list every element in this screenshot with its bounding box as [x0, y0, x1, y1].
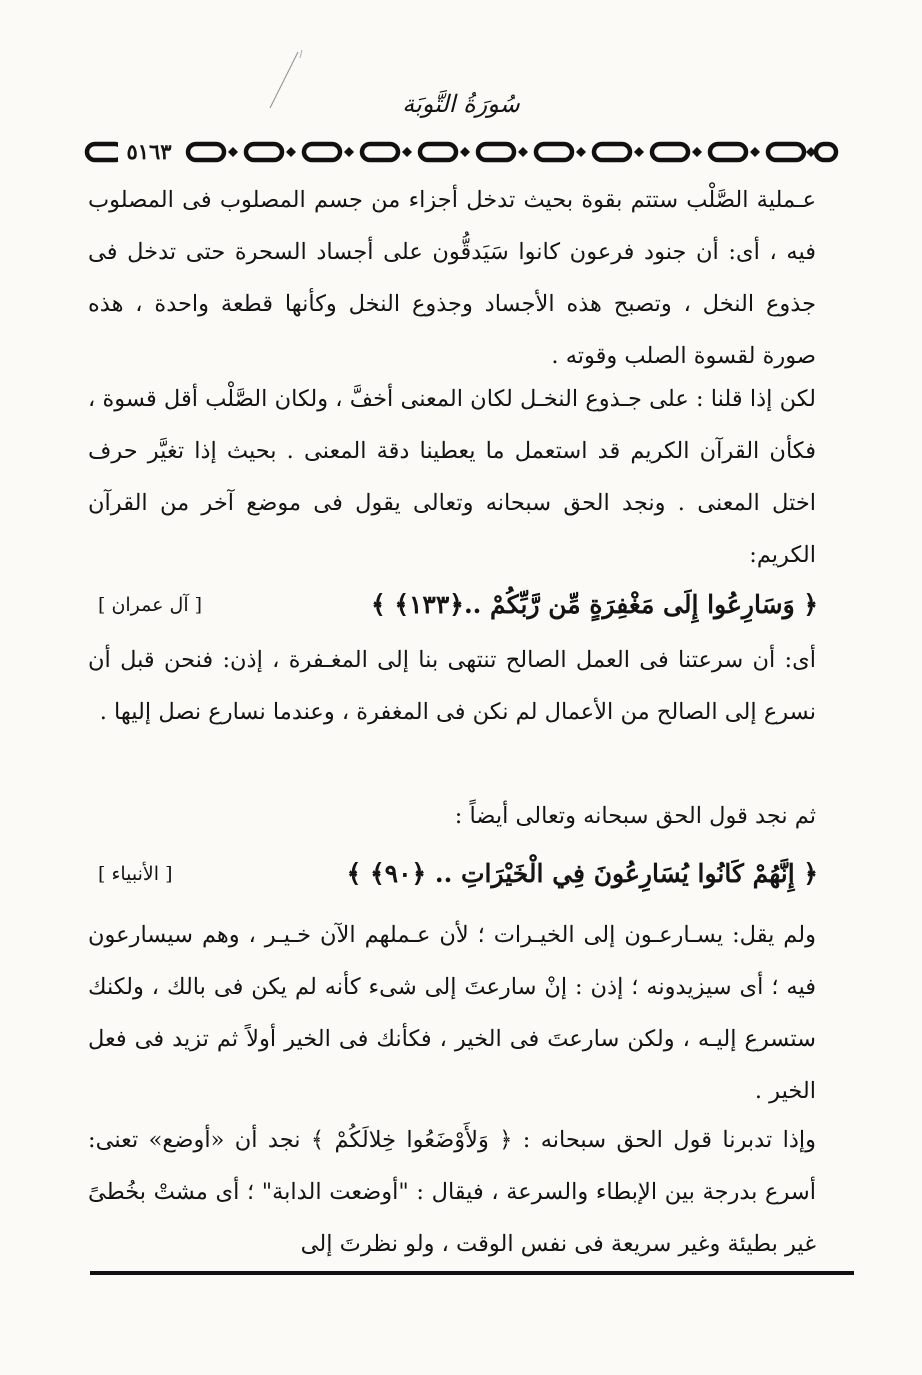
paragraph-text: أى: أن سرعتنا فى العمل الصالح تنتهى بنا إلى المغـفرة ، إذن: فنحن قبل أن نسرع إلى الصالح من الأعمال لم نكن فى المغفرة ، وعندما نسارع نصل إليها .: [88, 647, 816, 725]
verse-text: ﴿ إِنَّهُمْ كَانُوا يُسَارِعُونَ فِي الْخَيْرَاتِ .. ﴿٩٠﴾ ﴾: [346, 859, 818, 888]
page-number: ٥١٦٣: [118, 139, 180, 165]
verse-reference: [ آل عمران ]: [98, 594, 203, 616]
surah-title: سُورَةُ التَّوبَة: [402, 90, 520, 118]
ornamental-border: [82, 137, 840, 167]
paragraph-3: [88, 634, 816, 738]
bottom-rule: [90, 1271, 854, 1275]
paragraph-text: ولم يقل: يسـارعـون إلى الخيـرات ؛ لأن عـملهم الآن خـيـر ، وهم سيسارعون فيه ؛ أى سيزيدونه ؛ إذن : إنْ سارعتَ إلى شىء كأنه لم يكن فى بالك ، ولكنك ستسرع إليـه ، ولكن سارعتَ فى الخير ، فكأنك فى الخير أولاً ثم تزيد فى فعل الخير .: [88, 922, 816, 1104]
quran-verse-2: [98, 851, 818, 897]
paragraph-text: لكن إذا قلنا : على جـذوع النخـل لكان المعنى أخفَّ ، ولكان الصَّلْب أقل قسوة ، فكأن القرآن الكريم قد استعمل ما يعطينا دقة المعنى . بحيث إذا تغيَّر حرف اختل المعنى . ونجد الحق سبحانه وتعالى يقول فى موضع آخر من القرآن الكريم:: [88, 386, 816, 568]
paragraph-5: [88, 909, 816, 1117]
paragraph-6: [88, 1114, 816, 1270]
paragraph-2: [88, 373, 816, 581]
verse-text: ﴿ وَسَارِعُوا إِلَى مَغْفِرَةٍ مِّن رَّبِّكُمْ ..﴿١٣٣﴾ ﴾: [370, 590, 818, 619]
paragraph-text: وإذا تدبرنا قول الحق سبحانه : ﴿ وَلأَوْضَعُوا خِلالَكُمْ ﴾ نجد أن «أوضع» تعنى: أسرع بدرجة بين الإبطاء والسرعة ، فيقال : "أوضعت الدابة" ؛ أى مشتْ بخُطىً غير بطيئة وغير سريعة فى نفس الوقت ، ولو نظرتَ إلى: [88, 1127, 816, 1257]
quran-verse-1: [98, 582, 818, 628]
paragraph-text: ثم نجد قول الحق سبحانه وتعالى أيضاً :: [454, 803, 816, 829]
paragraph-1: [88, 174, 816, 382]
paragraph-text: عـملية الصَّلْب ستتم بقوة بحيث تدخل أجزاء من جسم المصلوب فى المصلوب فيه ، أى: أن جنود فرعون كانوا سَيَدقُّون على أجساد السحرة حتى تدخل فى جذوع النخل ، وتصبح هذه الأجساد وجذوع النخل وكأنها قطعة واحدة ، هذه صورة لقسوة الصلب وقوته .: [88, 187, 816, 369]
paragraph-4: [88, 790, 816, 842]
verse-reference: [ الأنبياء ]: [98, 863, 173, 885]
